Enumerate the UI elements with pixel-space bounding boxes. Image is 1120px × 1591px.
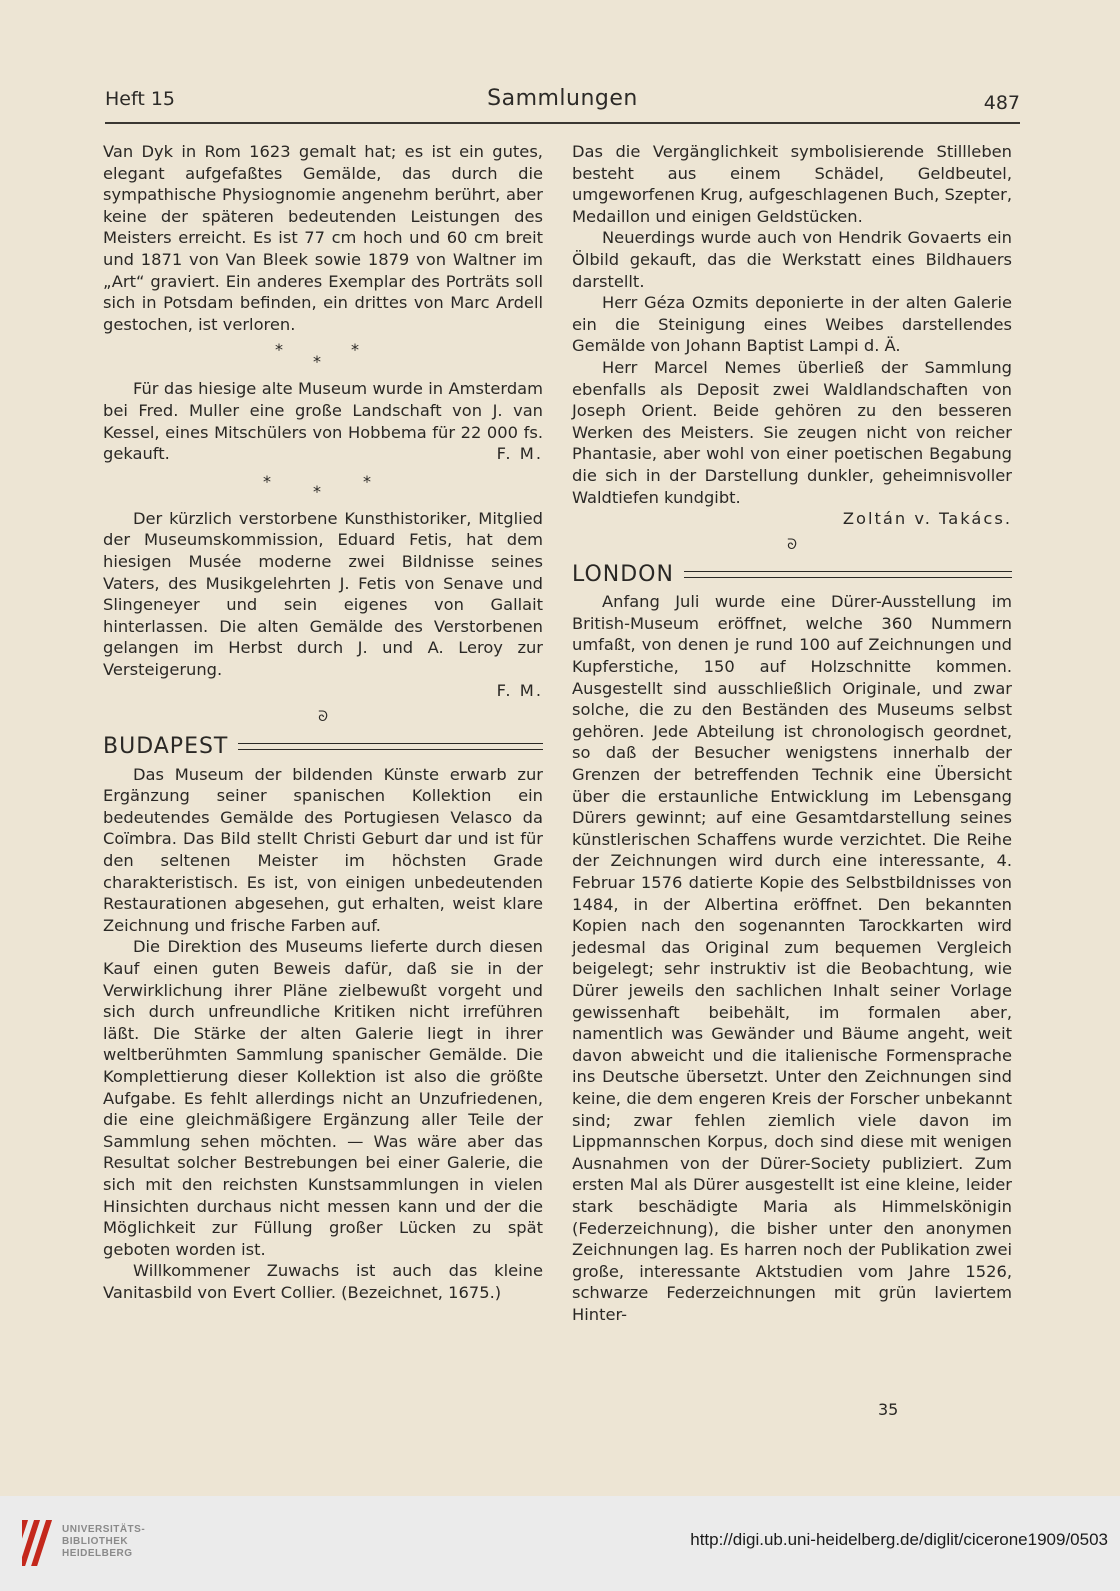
paragraph-vanitas: Das die Vergänglichkeit symbolisierende Stillleben besteht aus einem Schädel, Geldbeutel, umgeworfenen Krug, aufgeschlagenen Buch, Szepter, Medaillon und einigen Geldstücken. bbox=[572, 142, 1012, 226]
double-rule bbox=[684, 571, 1012, 578]
paragraph-budapest-2: Die Direktion des Museums lieferte durch diesen Kauf einen guten Beweis dafür, daß sie in der Verwirklichung ihrer Pläne zielbewußt vorgeht und sich durch unfreundliche Kritiken nicht irreführen läßt. Die Stärke der alten Galerie liegt in ihrer weltberühmten Sammlung spanischer Gemälde. Die Komplettierung dieser Kollektion ist also die größte Aufgabe. Es fehlt allerdings nicht an Unzufriedenen, die eine gleichmäßigere Ergänzung aller Teile der Sammlung sehen möchten. — Was wäre aber das Resultat solcher Bestrebungen bei einer Galerie, die sich mit den reichsten Kunstsammlungen in vielen Hinsichten durchaus nicht messen kann und der die Möglichkeit zur Füllung großer Lücken zu spät geboten worden ist. bbox=[103, 937, 543, 1259]
double-rule bbox=[238, 743, 543, 750]
section-heading-london bbox=[572, 561, 1012, 587]
viewer-footer bbox=[0, 1496, 1120, 1591]
ornament-divider: ᘐ bbox=[318, 709, 328, 726]
paragraph-van-dyk: Van Dyk in Rom 1623 gemalt hat; es ist ein gutes, elegant aufgefaßtes Gemälde, das durch die sympathische Physiognomie angenehm berührt, aber keine der späteren bedeutenden Leistungen des Meisters erreicht. Es ist 77 cm hoch und 60 cm breit und 1871 von Van Bleek sowie 1879 von Waltner im „Art“ graviert. Ein anderes Exemplar des Porträts soll sich in Potsdam befinden, ein drittes von Marc Ardell gestochen, ist verloren. bbox=[103, 142, 543, 334]
library-logo-icon bbox=[22, 1514, 56, 1574]
library-name: UNIVERSITÄTS- BIBLIOTHEK HEIDELBERG bbox=[62, 1524, 146, 1559]
section-title: BUDAPEST bbox=[103, 734, 229, 760]
section-running-title: Sammlungen bbox=[487, 86, 638, 111]
paragraph-london-1: Anfang Juli wurde eine Dürer-Ausstellung im British-Museum eröffnet, welche 360 Nummern umfaßt, von denen je rund 100 auf Zeichnungen und Kupferstiche, 150 auf Holzschnitte kommen. Ausgestellt sind ausschließlich Originale, und zwar solche, die zu den Beständen des Museums selbst gehören. Jede Abteilung ist chronologisch geordnet, so daß der Besucher wenigstens innerhalb der Grenzen der betreffenden Technik eine Übersicht über die erstaunliche Entwicklung im Lebensgang Dürers gewinnt; auf eine Gesamtdarstellung seines künstlerischen Schaffens wurde verzichtet. Die Reihe der Zeichnungen wird durch eine interessante, 4. Februar 1576 datierte Kopie des Selbstbildnisses von 1484, in der Albertina eröffnet. Den bekannten Kopien nach den sogenannten Tarockkarten wird jedesmal das Original zum bequemen Vergleich beigelegt; sehr instruktiv ist die Beobachtung, wie Dürer jeweils den sachlichen Inhalt seiner Vorlage gewissenhaft beibehält, im formalen aber, namentlich was Gewänder und Bäume angeht, weit davon abweicht und die italienische Formensprache ins Deutsche übersetzt. Unter den Zeichnungen sind keine, die dem engeren Kreis der Forscher unbekannt sind; zwar fehlen ziemlich viele davon im Lippmannschen Korpus, doch sind diese mit wenigen Ausnahmen von der Dürer-Society publiziert. Zum ersten Mal als Dürer ausgestellt ist eine kleine, leider stark beschädigte Maria als Himmelskönigin (Federzeichnung), die bisher unter den anonymen Zeichnungen lag. Es harren noch der Publikation zwei große, interessante Aktstudien vom Jahre 1526, schwarze Federzeichnungen mit grün laviertem Hinter- bbox=[572, 592, 1012, 1324]
paragraph-amsterdam: Für das hiesige alte Museum wurde in Amsterdam bei Fred. Muller eine große Landschaft von J. van Kessel, eines Mitschülers von Hobbema für 22 000 fs. gekauft. bbox=[103, 379, 543, 464]
permalink-url[interactable]: http://digi.ub.uni-heidelberg.de/diglit/cicerone1909/0503 bbox=[690, 1530, 1108, 1549]
ornament-divider: ᘐ bbox=[787, 536, 797, 553]
paragraph-ozmits: Herr Géza Ozmits deponierte in der alten Galerie ein die Steinigung eines Weibes darstellendes Gemälde von Johann Baptist Lampi d. Ä. bbox=[572, 293, 1012, 356]
signature-folio: 35 bbox=[878, 1400, 899, 1419]
asterism-divider: * * * bbox=[275, 340, 359, 372]
left-column bbox=[103, 141, 543, 1304]
paragraph-nemes: Herr Marcel Nemes überließ der Sammlung ebenfalls als Deposit zwei Waldlandschaften von Joseph Orient. Beide gehören zu den besseren Werken des Meisters. Sie zeugen nicht von reicher Phantasie, aber wohl von einer poetischen Begabung die sich in der Darstellung dunkler, geheimnisvoller Waldtiefen kundgibt. bbox=[572, 357, 1012, 507]
asterism-divider: * * * bbox=[263, 471, 371, 501]
issue-number: Heft 15 bbox=[105, 88, 175, 110]
paragraph-budapest-1: Das Museum der bildenden Künste erwarb zur Ergänzung seiner spanischen Kollektion ein bedeutendes Gemälde des Portugiesen Velasco da Coïmbra. Das Bild stellt Christi Geburt dar und ist für den seltenen Meister im höchsten Grade charakteristisch. Es ist, von einigen unbedeutenden Restaurationen abgesehen, gut erhalten, weist klare Zeichnung und frische Farben auf. bbox=[103, 764, 543, 935]
paragraph-fetis: Der kürzlich verstorbene Kunsthistoriker, Mitglied der Museumskommission, Eduard Fetis, hat dem hiesigen Musée moderne zwei Bildnisse seines Vaters, des Musikgelehrten J. Fetis von Senave und Slingeneyer und sein eigenes von Gallait hinterlassen. Die alten Gemälde des Verstorbenen gelangen im Herbst durch J. und A. Leroy zur Versteigerung. bbox=[103, 508, 543, 679]
right-column bbox=[572, 141, 1012, 1325]
page-number: 487 bbox=[983, 92, 1020, 114]
signature-fm-1: F. M. bbox=[496, 444, 543, 464]
section-heading-budapest bbox=[103, 736, 543, 758]
signature-fm-2: F. M. bbox=[496, 681, 543, 701]
section-title: LONDON bbox=[572, 561, 674, 587]
paragraph-govaerts: Neuerdings wurde auch von Hendrik Govaerts ein Ölbild gekauft, das die Werkstatt eines Bildhauers darstellt. bbox=[572, 228, 1012, 291]
paragraph-budapest-3: Willkommener Zuwachs ist auch das kleine Vanitasbild von Evert Collier. (Bezeichnet, 1675.) bbox=[103, 1261, 543, 1302]
running-header bbox=[105, 86, 1020, 124]
signature-takacs: Zoltán v. Takács. bbox=[842, 509, 1012, 529]
